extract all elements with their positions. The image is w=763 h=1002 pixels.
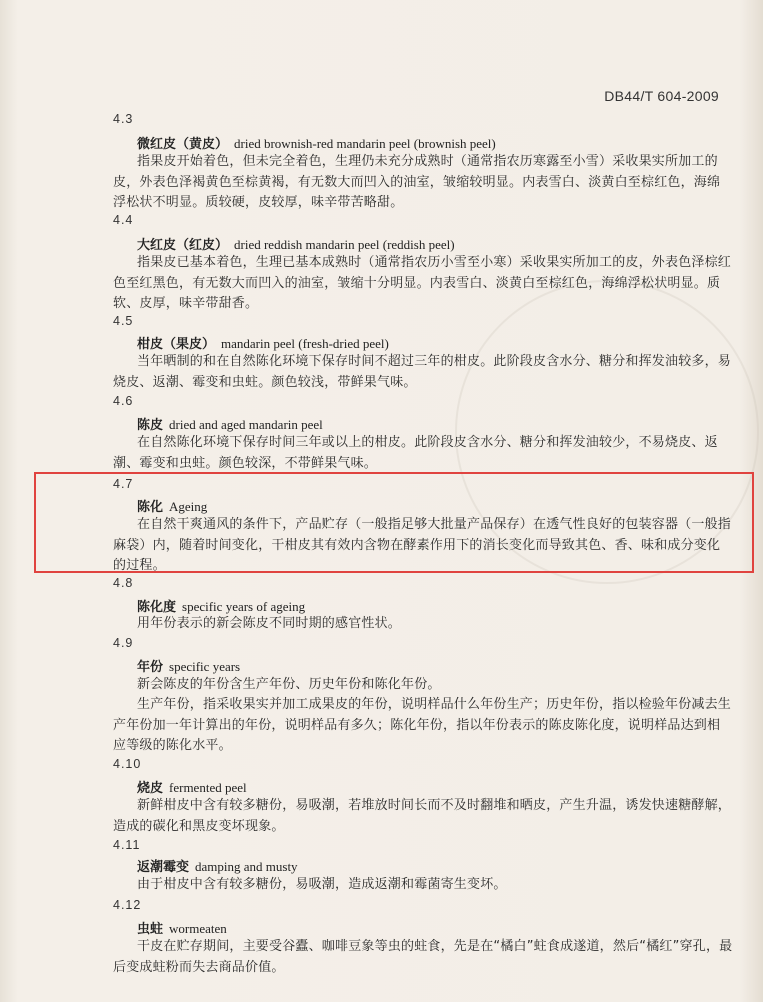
term-zh: 陈化 xyxy=(137,500,164,515)
section-number: 4.9 xyxy=(113,636,134,650)
term-zh: 虫蛀 xyxy=(137,922,164,937)
term-zh: 年份 xyxy=(137,660,164,675)
term-en: dried and aged mandarin peel xyxy=(169,417,323,432)
term-zh: 陈化度 xyxy=(137,600,177,615)
term-zh: 柑皮（果皮） xyxy=(137,337,216,352)
term-en: specific years xyxy=(169,659,241,674)
term-heading xyxy=(137,133,496,152)
term-zh: 微红皮（黄皮） xyxy=(137,137,229,152)
term-en: Ageing xyxy=(169,499,208,514)
section-number: 4.7 xyxy=(113,477,134,491)
section-number: 4.4 xyxy=(113,213,134,227)
term-definition: 指果皮开始着色，但未完全着色，生理仍未充分成熟时（通常指农历寒露至小雪）采收果实所加工的皮，外表色泽褐黄色至棕黄褐，有无数大而凹入的油室，皱缩较明显。内表雪白、淡黄白至棕红色，海绵浮松状不明显。质较硬，皮较厚，味辛带苦略甜。 xyxy=(113,154,721,210)
term-definition: 用年份表示的新会陈皮不同时期的感官性状。 xyxy=(137,616,402,631)
term-en: dried reddish mandarin peel (reddish peel) xyxy=(234,237,455,252)
term-heading xyxy=(137,234,455,253)
term-definition: 当年晒制的和在自然陈化环境下保存时间不超过三年的柑皮。此阶段皮含水分、糖分和挥发油较多，易烧皮、返潮、霉变和虫蛀。颜色较浅，带鲜果气味。 xyxy=(113,354,732,390)
term-definition: 新会陈皮的年份含生产年份、历史年份和陈化年份。 xyxy=(137,677,441,692)
section-number: 4.5 xyxy=(113,314,134,328)
term-definition: 在自然干爽通风的条件下，产品贮存（一般指足够大批量产品保存）在透气性良好的包装容器（一般指麻袋）内，随着时间变化，干柑皮其有效内含物在酵素作用下的消长变化而导致其色、香、味和成分变化的过程。 xyxy=(113,517,732,573)
term-zh: 大红皮（红皮） xyxy=(137,238,229,253)
term-heading xyxy=(137,777,247,796)
section-number: 4.8 xyxy=(113,576,134,590)
section-number: 4.3 xyxy=(113,112,134,126)
term-heading xyxy=(137,333,389,352)
term-zh: 烧皮 xyxy=(137,781,164,796)
term-zh: 陈皮 xyxy=(137,418,164,433)
term-definition: 干皮在贮存期间，主要受谷蠹、咖啡豆象等虫的蛀食，先是在“橘白”蛀食成遂道，然后“橘红”穿孔，最后变成蛀粉而失去商品价值。 xyxy=(113,939,733,975)
term-en: specific years of ageing xyxy=(182,599,306,614)
term-definition: 在自然陈化环境下保存时间三年或以上的柑皮。此阶段皮含水分、糖分和挥发油较少，不易烧皮、返潮、霉变和虫蛀。颜色较深，不带鲜果气味。 xyxy=(113,435,718,471)
section-number: 4.6 xyxy=(113,394,134,408)
term-definition: 由于柑皮中含有较多糖份，易吸潮，造成返潮和霉菌寄生变坏。 xyxy=(137,877,507,892)
term-en: mandarin peel (fresh-dried peel) xyxy=(221,336,389,351)
section-number: 4.10 xyxy=(113,757,142,771)
standard-code: DB44/T 604-2009 xyxy=(604,88,719,104)
section-number: 4.12 xyxy=(113,898,142,912)
term-definition: 新鲜柑皮中含有较多糖份，易吸潮，若堆放时间长而不及时翻堆和晒皮，产生升温，诱发快速糖酵解，造成的碳化和黑皮变坏现象。 xyxy=(113,798,732,834)
highlight-box xyxy=(34,472,754,573)
term-en: damping and musty xyxy=(195,859,298,874)
term-heading xyxy=(137,596,305,615)
term-en: fermented peel xyxy=(169,780,247,795)
term-heading xyxy=(137,414,323,433)
term-heading xyxy=(137,656,240,675)
term-definition-extra: 生产年份，指采收果实并加工成果皮的年份，说明样品什么年份生产；历史年份，指以检验年份减去生产年份加一年计算出的年份，说明样品有多久；陈化年份，指以年份表示的陈皮陈化度，说明样品达到相应等级的陈化水平。 xyxy=(113,697,732,753)
term-heading xyxy=(137,856,298,875)
term-definition: 指果皮已基本着色，生理已基本成熟时（通常指农历小雪至小寒）采收果实所加工的皮，外表色泽棕红色至红黑色，有无数大而凹入的油室，皱缩十分明显。内表雪白、淡黄白至棕红色，海绵浮松状明显。质软、皮厚，味辛带甜香。 xyxy=(113,255,732,311)
term-zh: 返潮霉变 xyxy=(137,860,190,875)
term-en: wormeaten xyxy=(169,921,227,936)
term-heading xyxy=(137,918,227,937)
term-en: dried brownish-red mandarin peel (brownish peel) xyxy=(234,136,496,151)
section-number: 4.11 xyxy=(113,838,141,852)
